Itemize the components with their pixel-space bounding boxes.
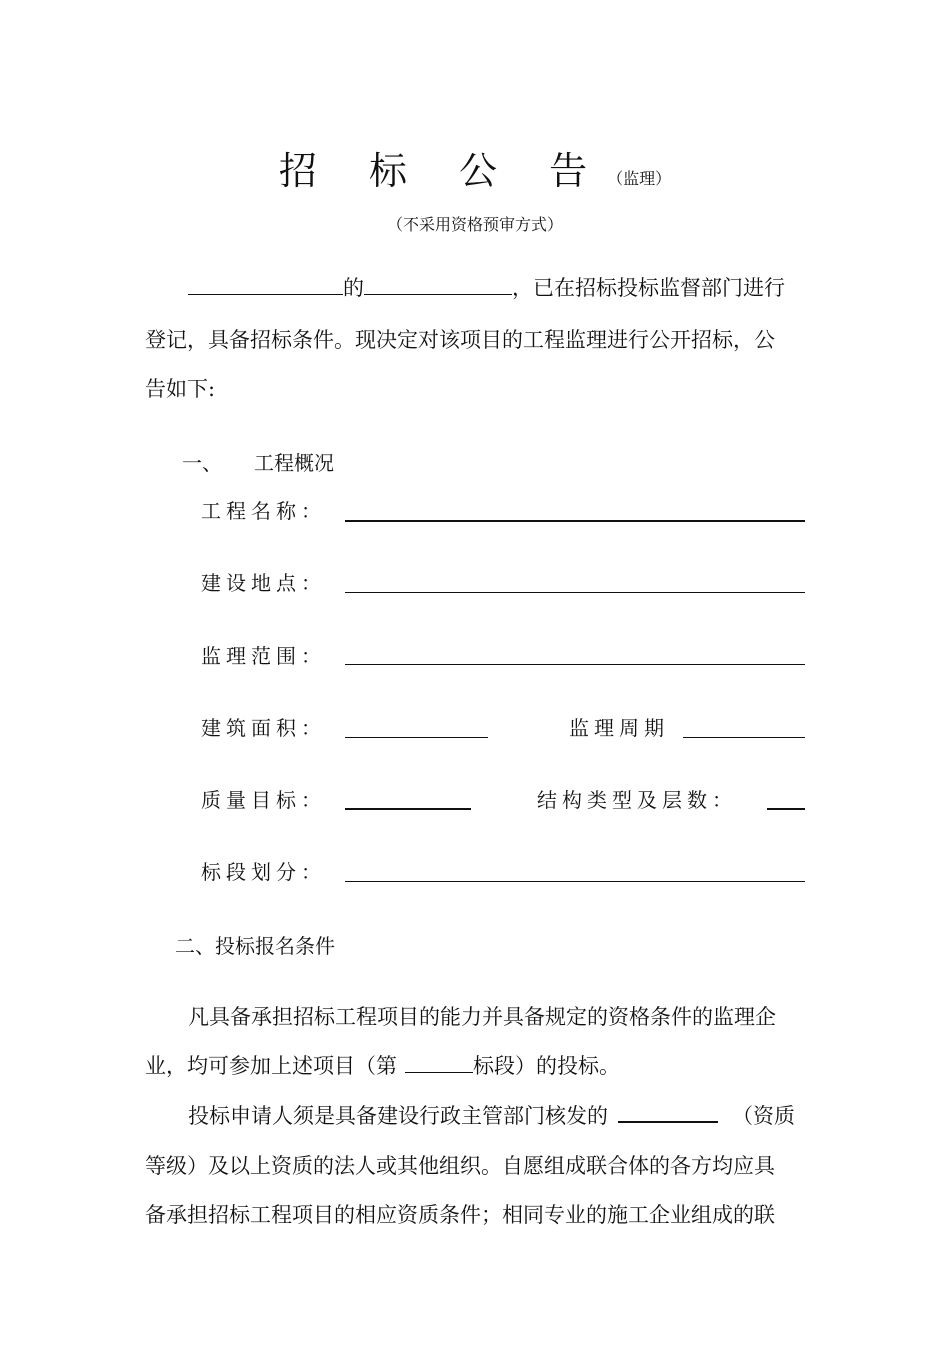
intro-part2: ，已在招标投标监督部门进行	[512, 276, 785, 300]
title-main: 招 标 公 告	[278, 149, 608, 193]
field-scope-line[interactable]	[345, 664, 805, 665]
section-number-blank[interactable]	[405, 1050, 473, 1073]
document-subtitle: （不采用资格预审方式）	[386, 215, 563, 234]
field-area-label: 建筑面积：	[201, 716, 326, 740]
field-project-name-line[interactable]	[345, 520, 805, 522]
section2-para2-line2: 等级）及以上资质的法人或其他组织。自愿组成联合体的各方均应具	[145, 1154, 775, 1178]
section2-para2-line1	[188, 1099, 795, 1130]
field-quality-label: 质量目标：	[201, 788, 326, 812]
field-structure-label: 结构类型及层数：	[537, 788, 737, 812]
field-scope-label: 监理范围：	[201, 644, 326, 668]
section1-heading	[182, 447, 334, 476]
para1-line2-a: 业，均可参加上述项目（第	[145, 1054, 397, 1078]
field-period-label: 监理周期	[569, 716, 669, 740]
section1-number: 一、	[182, 451, 222, 475]
intro-part1: 的	[343, 276, 364, 300]
field-structure-line[interactable]	[767, 808, 805, 810]
qualification-blank[interactable]	[618, 1099, 718, 1123]
field-quality-line[interactable]	[345, 808, 471, 810]
field-period-line[interactable]	[683, 737, 805, 738]
intro-line-1	[188, 272, 785, 302]
section1-title: 工程概况	[254, 451, 334, 475]
section2-para2-line3: 备承担招标工程项目的相应资质条件；相同专业的施工企业组成的联	[145, 1203, 775, 1227]
section2-para1-line2	[145, 1050, 620, 1080]
section2-para1-line1: 凡具备承担招标工程项目的能力并具备规定的资格条件的监理企	[188, 1005, 776, 1029]
title-note: （监理）	[607, 169, 672, 188]
intro-line-3: 告如下:	[145, 377, 216, 401]
field-project-name-label: 工程名称：	[201, 499, 326, 523]
field-area-line[interactable]	[345, 737, 488, 738]
para2-line1-b: （资质	[732, 1104, 795, 1128]
para1-line2-b: 标段）的投标。	[473, 1054, 620, 1078]
field-sections-label: 标段划分：	[201, 860, 326, 884]
project-name-blank[interactable]	[364, 272, 512, 295]
para2-line1-a: 投标申请人须是具备建设行政主管部门核发的	[188, 1104, 608, 1128]
field-location-label: 建设地点：	[201, 571, 326, 595]
project-owner-blank[interactable]	[188, 272, 343, 295]
intro-line-2: 登记，具备招标条件。现决定对该项目的工程监理进行公开招标，公	[145, 328, 775, 352]
section2-heading: 二、投标报名条件	[175, 934, 335, 958]
document-title	[0, 140, 950, 195]
field-location-line[interactable]	[345, 592, 805, 593]
field-sections-line[interactable]	[345, 881, 805, 882]
